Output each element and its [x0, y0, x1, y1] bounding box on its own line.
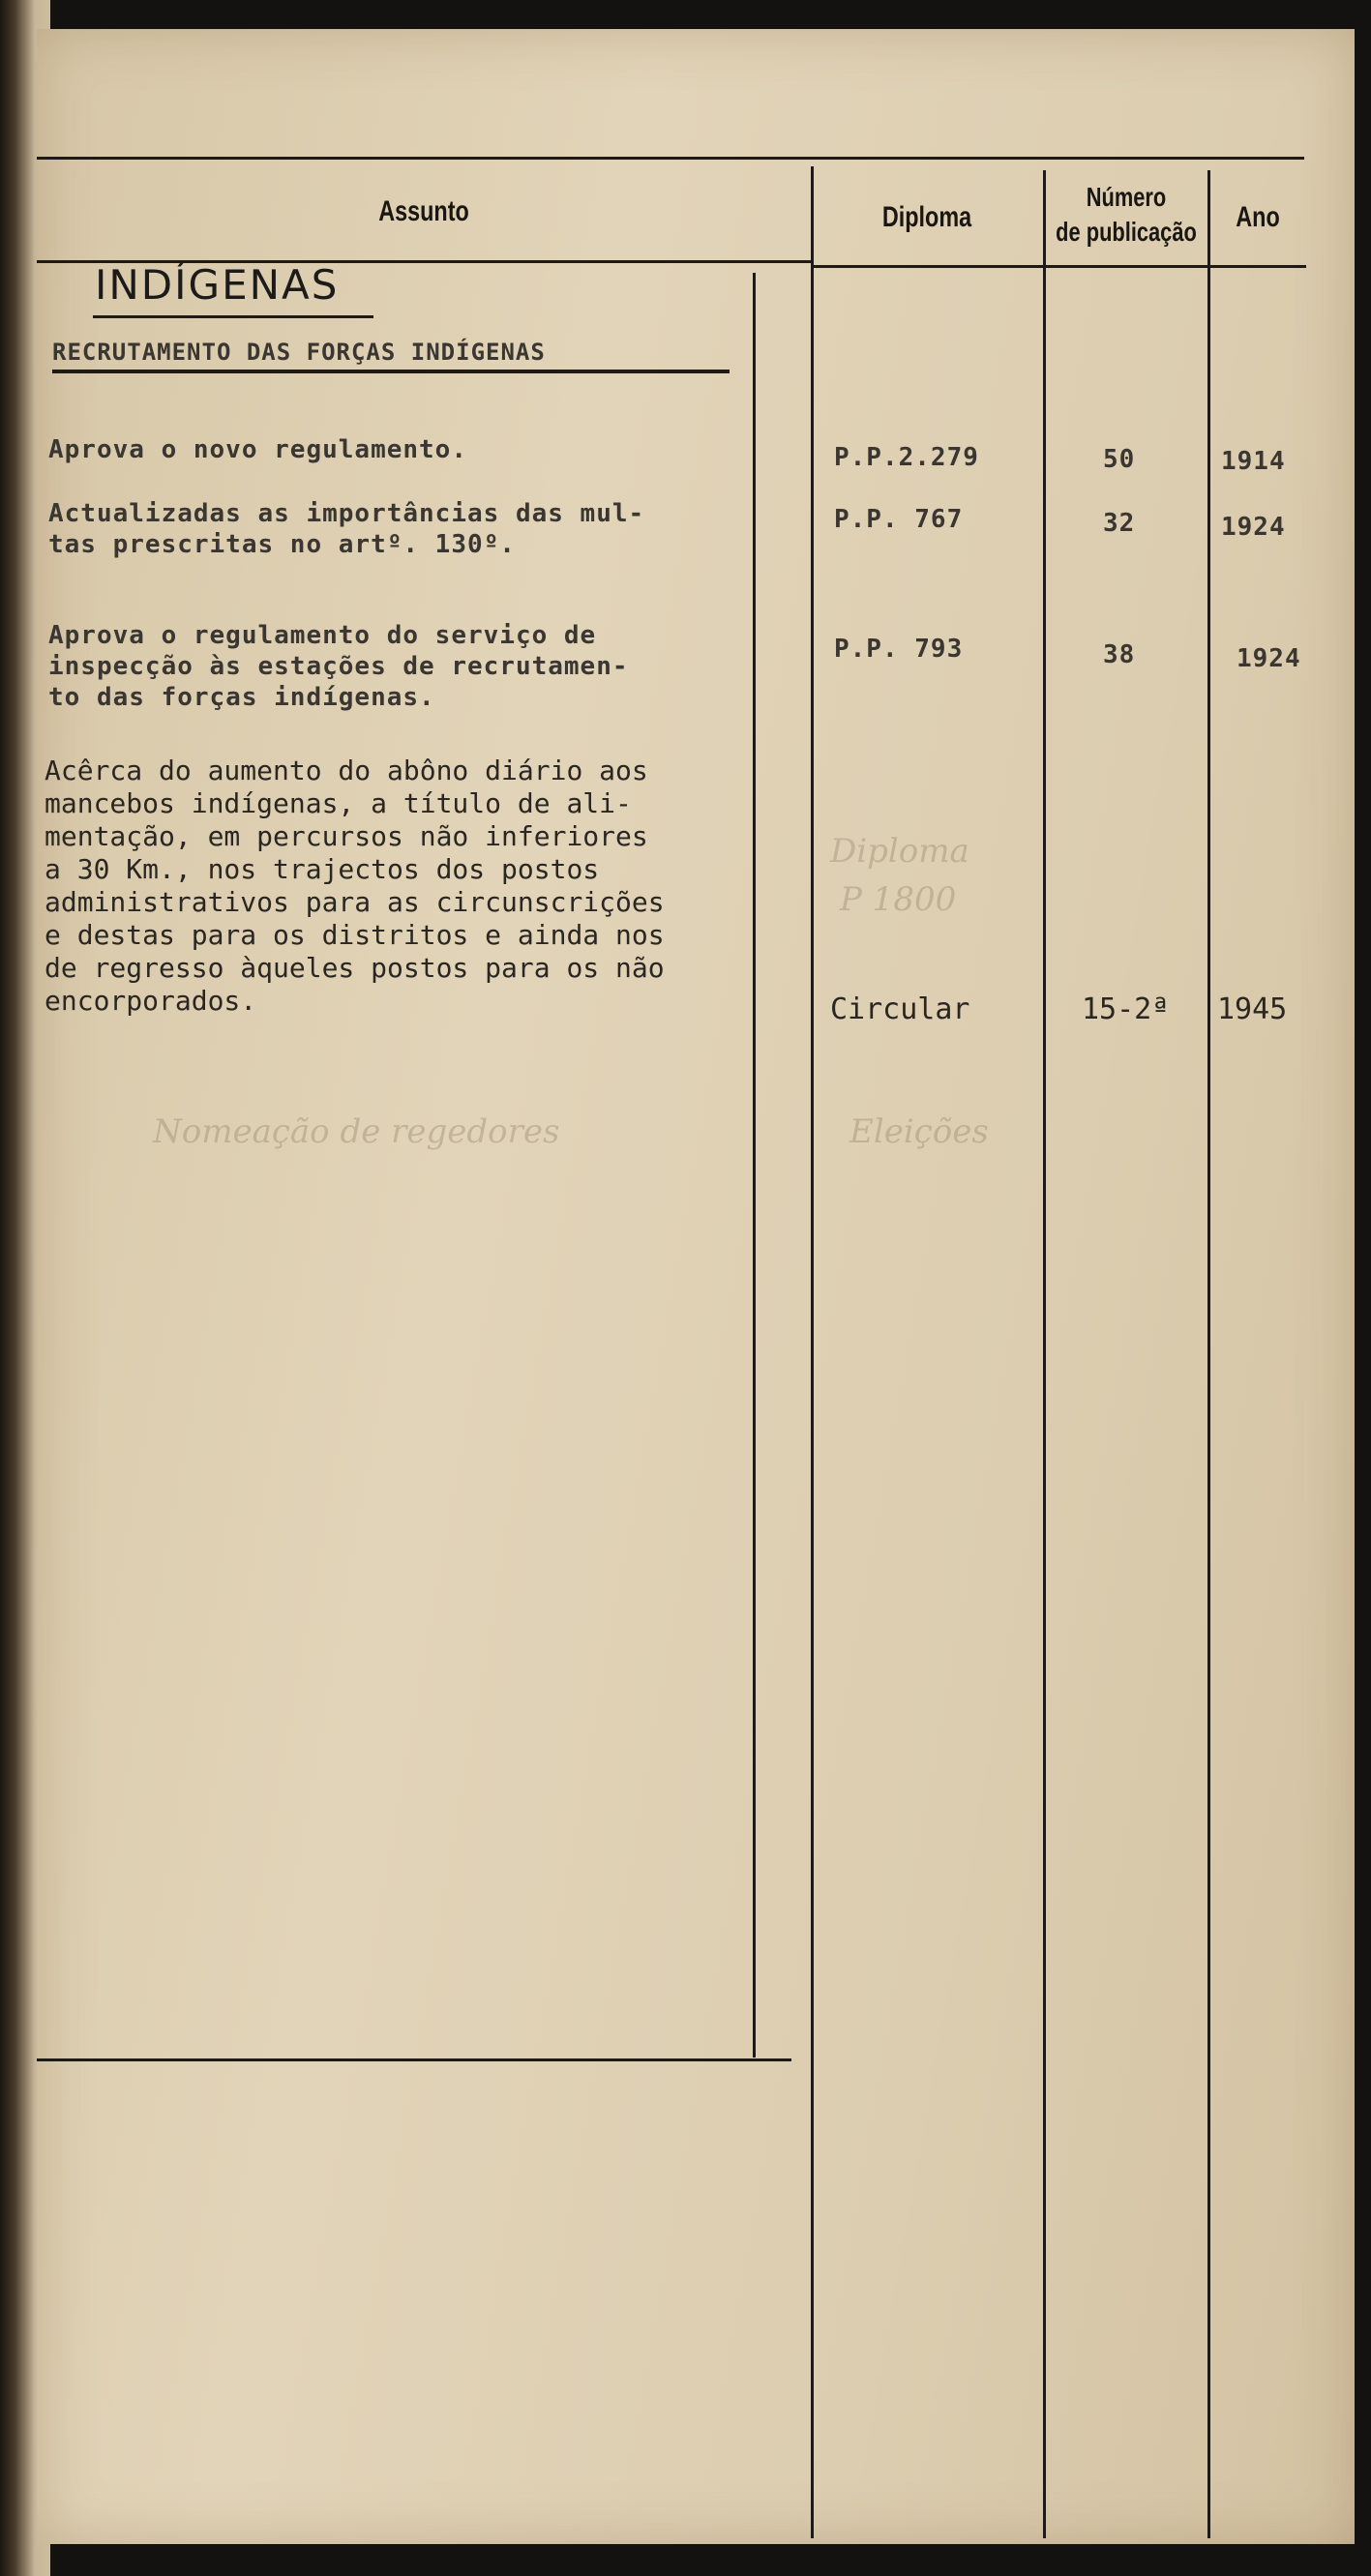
col-divider-2 — [1043, 170, 1046, 2538]
header-numero-line1: Número — [1086, 182, 1167, 212]
header-diploma: Diploma — [881, 201, 972, 233]
entry-4-assunto-line1: Acêrca do aumento do abôno diário aos — [45, 755, 648, 786]
header-rule-right — [811, 265, 1306, 268]
section-title: INDÍGENAS — [95, 261, 340, 309]
entry-3-ano: 1924 — [1237, 644, 1301, 673]
bottom-rule — [37, 2058, 791, 2061]
entry-4-assunto-line6: e destas para os distritos e ainda nos — [45, 919, 665, 951]
entry-4-assunto-line5: administrativos para as circunscrições — [45, 886, 665, 918]
entry-4-assunto-line3: mentação, em percursos não inferiores — [45, 820, 648, 852]
entry-4-ano: 1945 — [1217, 992, 1288, 1026]
entry-4-numero: 15-2ª — [1082, 992, 1170, 1026]
col-divider-3 — [1207, 170, 1210, 2538]
entry-3-numero: 38 — [1103, 640, 1136, 669]
inner-vertical-rule — [753, 273, 756, 2058]
top-rule — [37, 157, 1304, 160]
entry-4-assunto-line7: de regresso àqueles postos para os não — [45, 952, 665, 984]
entry-3-diploma: P.P. 793 — [834, 635, 964, 664]
entry-1-ano: 1914 — [1221, 447, 1286, 476]
bleed-through-text: P 1800 — [840, 880, 957, 919]
header-ano: Ano — [1236, 201, 1280, 233]
entry-1-diploma: P.P.2.279 — [834, 443, 979, 472]
entry-2-numero: 32 — [1103, 509, 1136, 538]
entry-4-assunto-line4: a 30 Km., nos trajectos dos postos — [45, 853, 600, 885]
col-divider-1 — [811, 166, 814, 2538]
entry-4-assunto-line2: mancebos indígenas, a título de ali- — [45, 787, 632, 819]
header-assunto: Assunto — [378, 195, 469, 227]
entry-2-assunto-line2: tas prescritas no artº. 130º. — [48, 530, 516, 559]
entry-4-diploma: Circular — [830, 992, 970, 1026]
header-numero-line2: de publicação — [1056, 217, 1197, 247]
ledger-page — [37, 29, 1355, 2544]
entry-4-assunto-line8: encorporados. — [45, 985, 257, 1017]
entry-3-assunto-line3: to das forças indígenas. — [48, 683, 435, 712]
section-title-underline — [93, 315, 373, 318]
bleed-through-text: Diploma — [830, 832, 969, 871]
section-subtitle-underline — [52, 370, 730, 373]
entry-1-assunto: Aprova o novo regulamento. — [48, 435, 467, 464]
entry-2-ano: 1924 — [1221, 513, 1286, 542]
bleed-through-text: Eleições — [849, 1112, 989, 1151]
section-subtitle: RECRUTAMENTO DAS FORÇAS INDÍGENAS — [52, 339, 546, 366]
entry-2-diploma: P.P. 767 — [834, 505, 964, 534]
entry-3-assunto-line2: inspecção às estações de recrutamen- — [48, 652, 629, 681]
bleed-through-text: Nomeação de regedores — [153, 1112, 560, 1151]
entry-1-numero: 50 — [1103, 445, 1136, 474]
entry-2-assunto-line1: Actualizadas as importâncias das mul- — [48, 499, 645, 528]
entry-3-assunto-line1: Aprova o regulamento do serviço de — [48, 621, 597, 650]
